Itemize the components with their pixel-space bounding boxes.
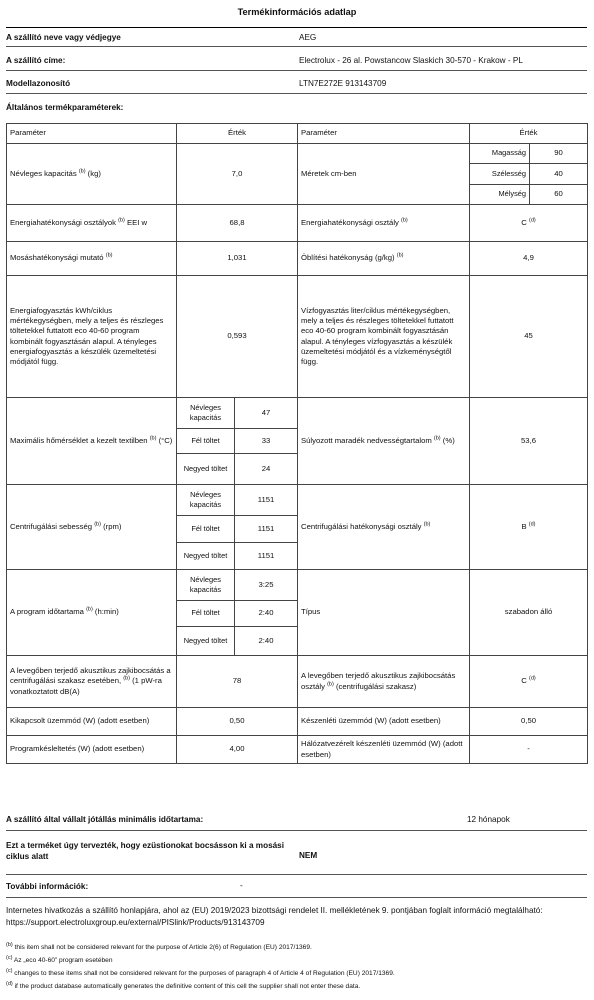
spin-speed-row-label: Fél töltet — [177, 516, 235, 543]
param-header: Paraméter — [298, 124, 470, 144]
duration-row-label: Névleges kapacitás — [177, 570, 235, 601]
warranty-value: 12 hónapok — [467, 815, 510, 824]
noise-class-value: C $^{(d)}$ — [470, 656, 588, 708]
dimensions-label: Méretek cm-ben — [298, 144, 470, 205]
depth-label: Mélység — [470, 185, 530, 205]
wash-performance-value: 1,031 — [177, 242, 298, 276]
footnote: $^{(c)}$ changes to these items shall not be considered relevant for the purposes of paragraph 4 of Article 4 of Regulation (EU) 2017/1369. — [6, 967, 395, 977]
max-temp-label: Maximális hőmérséklet a kezelt textilben $^{(b)}$ (°C) — [7, 398, 177, 485]
noise-value: 78 — [177, 656, 298, 708]
duration-row-label: Negyed töltet — [177, 627, 235, 656]
depth-value: 60 — [530, 185, 588, 205]
duration-row-label: Fél töltet — [177, 601, 235, 627]
value-header: Érték — [177, 124, 298, 144]
max-temp-row-label: Névleges kapacitás — [177, 398, 235, 429]
spin-speed-row-label: Névleges kapacitás — [177, 485, 235, 516]
footnote: $^{(c)}$ Az „eco 40-60” program esetében — [6, 954, 113, 964]
spin-class-value: B $^{(d)}$ — [470, 485, 588, 570]
max-temp-row-value: 24 — [235, 454, 298, 485]
moisture-value: 53,6 — [470, 398, 588, 485]
divider — [6, 70, 587, 71]
general-params-heading: Általános termékparaméterek: — [6, 103, 124, 112]
divider — [6, 93, 587, 94]
divider — [6, 874, 587, 875]
duration-row-value: 3:25 — [235, 570, 298, 601]
rinse-value: 4,9 — [470, 242, 588, 276]
spin-speed-row-value: 1151 — [235, 543, 298, 570]
spin-speed-label: Centrifugálási sebesség $^{(b)}$ (rpm) — [7, 485, 177, 570]
parameters-table — [6, 123, 588, 764]
supplier-address-label: A szállító címe: — [6, 56, 66, 65]
water-consumption-label: Vízfogyasztás liter/ciklus mértékegységben, mely a teljes és részleges töltetekkel futtatott eco 40-60 program kombinált fogyasztásán alapul. A tényleges vízfogyasztás a készülék üzemeltetési módjától és a vízkeménységtől függ. — [298, 276, 470, 398]
networked-standby-label: Hálózatvezérelt készenléti üzemmód (W) (adott esetben) — [298, 736, 470, 764]
eei-label: Energiahatékonysági osztályok $^{(b)}$ EEI w — [7, 205, 177, 242]
divider — [6, 27, 587, 28]
supplier-name-value: AEG — [299, 33, 317, 42]
water-consumption-value: 45 — [470, 276, 588, 398]
silver-ions-label: Ezt a terméket úgy tervezték, hogy ezüstionokat bocsásson ki a mosási ciklus alatt — [6, 841, 285, 861]
type-value: szabadon álló — [470, 570, 588, 656]
delay-start-value: 4,00 — [177, 736, 298, 764]
model-id-value: LTN7E272E 913143709 — [299, 79, 387, 88]
wash-performance-label: Mosáshatékonysági mutató $^{(b)}$ — [7, 242, 177, 276]
noise-class-label: A levegőben terjedő akusztikus zajkibocsátás osztály $^{(b)}$ (centrifugálási szakasz) — [298, 656, 470, 708]
divider — [6, 830, 587, 831]
footnote: $^{(d)}$ if the product database automatically generates the definitive content of this cell the supplier shall not enter these data. — [6, 980, 361, 990]
rinse-label: Öblítési hatékonyság (g/kg) $^{(b)}$ — [298, 242, 470, 276]
noise-label: A levegőben terjedő akusztikus zajkibocsátás a centrifugálási szakasz esetében, $^{(b)}$ (1 pW-ra vonatkoztatott dB(A) — [7, 656, 177, 708]
energy-consumption-label: Energiafogyasztás kWh/ciklus mértékegységben, mely a teljes és részleges töltetekkel futtatott eco 40-60 program kombinált fogyasztásán alapul. A tényleges energiafogyasztás a készülék üzemeltetési módjától függ. — [7, 276, 177, 398]
silver-ions-value: NEM — [299, 851, 318, 860]
networked-standby-value: - — [470, 736, 588, 764]
supplier-name-label: A szállító neve vagy védjegye — [6, 33, 121, 42]
spin-speed-row-value: 1151 — [235, 516, 298, 543]
footnote: $^{(b)}$ this item shall not be considered relevant for the purpose of Article 2(6) of Regulation (EU) 2017/1369. — [6, 941, 312, 951]
energy-class-value: C $^{(d)}$ — [470, 205, 588, 242]
eei-value: 68,8 — [177, 205, 298, 242]
standby-label: Készenléti üzemmód (W) (adott esetben) — [298, 708, 470, 736]
energy-consumption-value: 0,593 — [177, 276, 298, 398]
additional-info-value: - — [240, 881, 243, 890]
supplier-address-value: Electrolux - 26 al. Powstancow Slaskich 30-570 - Krakow - PL — [299, 56, 523, 65]
divider — [6, 46, 587, 47]
max-temp-row-label: Negyed töltet — [177, 454, 235, 485]
height-label: Magasság — [470, 144, 530, 164]
moisture-label: Súlyozott maradék nedvességtartalom $^{(b)}$ (%) — [298, 398, 470, 485]
max-temp-row-value: 47 — [235, 398, 298, 429]
spin-class-label: Centrifugálási hatékonysági osztály $^{(b)}$ — [298, 485, 470, 570]
spin-speed-row-label: Negyed töltet — [177, 543, 235, 570]
rated-capacity-value: 7,0 — [177, 144, 298, 205]
duration-row-value: 2:40 — [235, 601, 298, 627]
off-mode-value: 0,50 — [177, 708, 298, 736]
duration-label: A program időtartama $^{(b)}$ (h:min) — [7, 570, 177, 656]
off-mode-label: Kikapcsolt üzemmód (W) (adott esetben) — [7, 708, 177, 736]
width-label: Szélesség — [470, 164, 530, 185]
standby-value: 0,50 — [470, 708, 588, 736]
table-header-row — [7, 124, 588, 144]
supplier-link-text: Internetes hivatkozás a szállító honlapjára, ahol az (EU) 2019/2023 bizottsági rendelet II. mellékletének 9. pontjában foglalt információ megtalálható: https://support.electroluxgroup.eu/external/PISlink/Products/913143709 — [6, 906, 543, 927]
max-temp-row-label: Fél töltet — [177, 429, 235, 454]
rated-capacity-label: Névleges kapacitás $^{(b)}$ (kg) — [7, 144, 177, 205]
page-title: Termékinformációs adatlap — [237, 7, 357, 17]
duration-row-value: 2:40 — [235, 627, 298, 656]
value-header: Érték — [470, 124, 588, 144]
model-id-label: Modellazonosító — [6, 79, 71, 88]
energy-class-label: Energiahatékonysági osztály $^{(b)}$ — [298, 205, 470, 242]
type-label: Típus — [298, 570, 470, 656]
height-value: 90 — [530, 144, 588, 164]
divider — [6, 897, 587, 898]
additional-info-label: További információk: — [6, 882, 89, 891]
delay-start-label: Programkésleltetés (W) (adott esetben) — [7, 736, 177, 764]
width-value: 40 — [530, 164, 588, 185]
warranty-label: A szállító által vállalt jótállás minimális időtartama: — [6, 815, 204, 824]
spin-speed-row-value: 1151 — [235, 485, 298, 516]
param-header: Paraméter — [7, 124, 177, 144]
max-temp-row-value: 33 — [235, 429, 298, 454]
